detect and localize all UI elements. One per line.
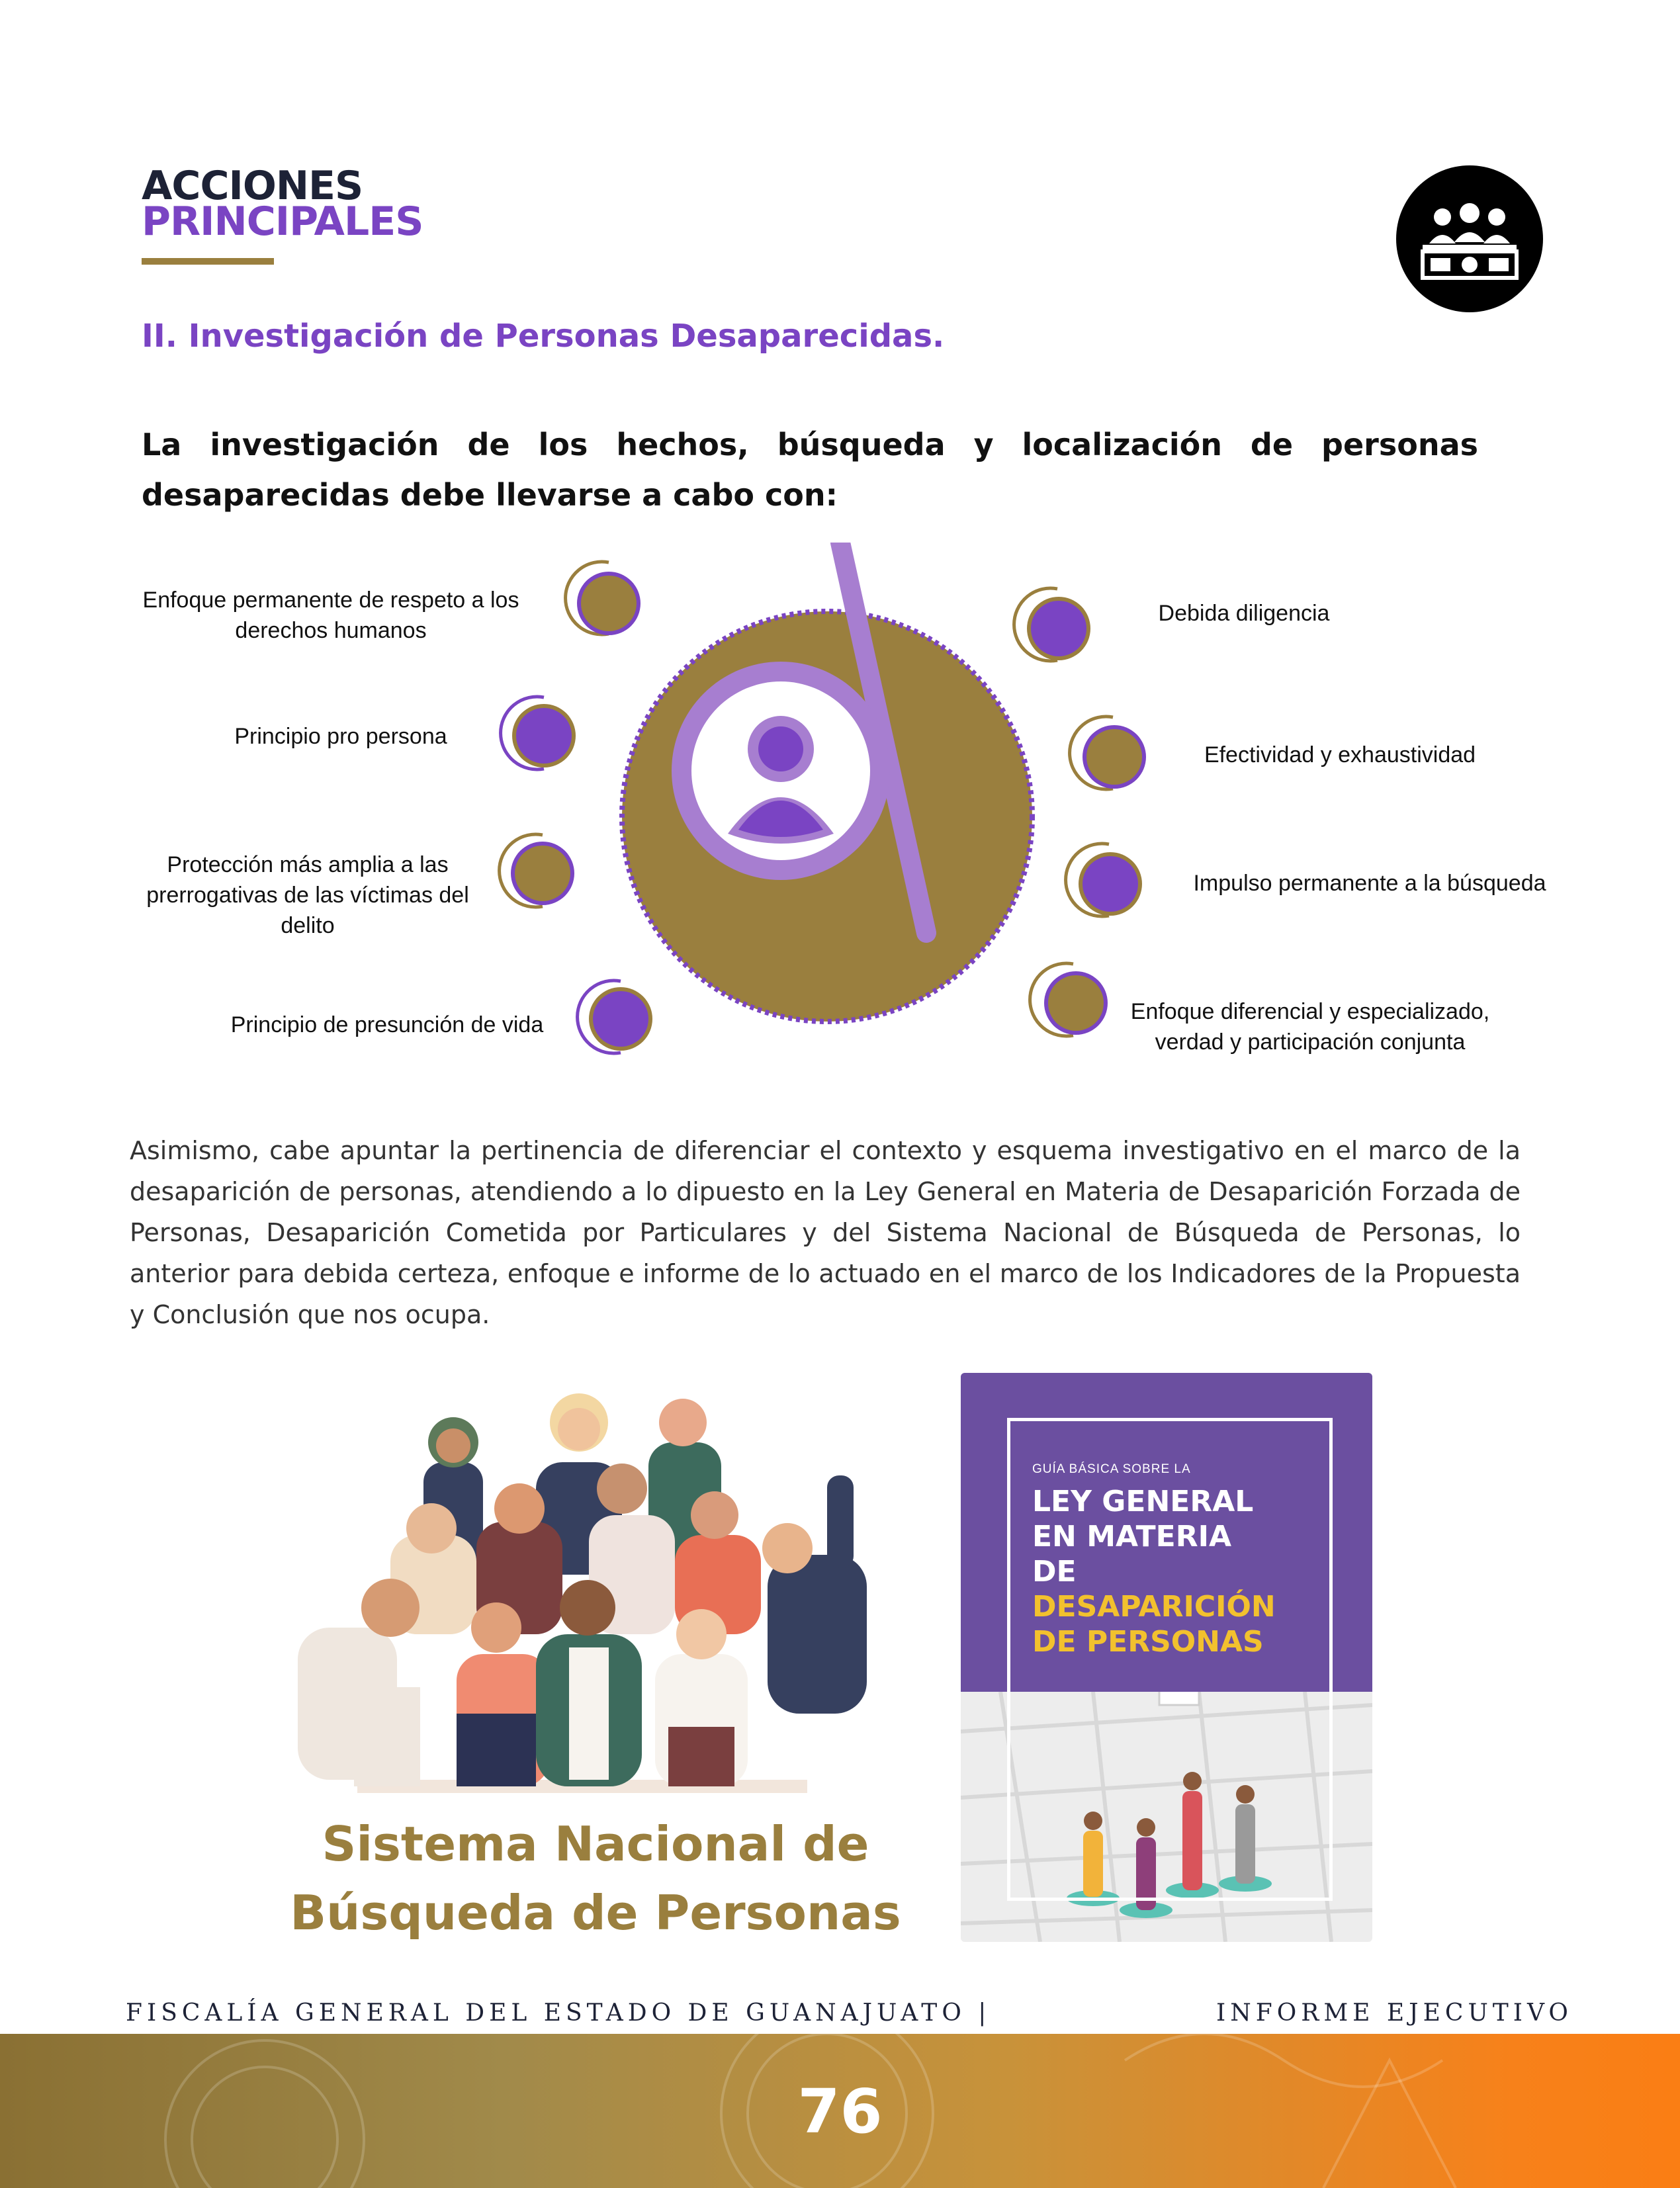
guide-cover bbox=[961, 1373, 1372, 1942]
heading-underline bbox=[142, 258, 274, 265]
cover-title-line1: LEY GENERAL bbox=[1032, 1485, 1254, 1518]
cover-title-line3: DE bbox=[1032, 1555, 1077, 1589]
cover-title-line5: DE PERSONAS bbox=[1032, 1625, 1264, 1659]
marker-right-4 bbox=[1030, 963, 1108, 1036]
intro-paragraph: La investigación de los hechos, búsqueda y localización de personas desaparecidas debe llevarse a cabo con: bbox=[142, 427, 1478, 513]
principle-right-2: Efectividad y exhaustividad bbox=[1204, 742, 1476, 767]
people-group-illustration bbox=[278, 1383, 893, 1800]
cover-subtitle: GUÍA BÁSICA SOBRE LA bbox=[1032, 1462, 1191, 1476]
heading-acciones: ACCIONES bbox=[142, 163, 363, 209]
principle-left-4: Principio de presunción de vida bbox=[230, 1012, 544, 1037]
cover-title bbox=[1032, 1484, 1276, 1659]
sns-caption-line1: Sistema Nacional de bbox=[322, 1816, 869, 1872]
marker-left-4 bbox=[578, 981, 652, 1053]
principle-left-3: Protección más amplia a las prerrogativas de las víctimas del delito bbox=[146, 852, 469, 938]
body-paragraph: Asimismo, cabe apuntar la pertinencia de diferenciar el contexto y esquema investigativo en el marco de la desaparición de personas, atendiendo a lo dipuesto en la Ley General en Materia de Desaparición Forzada de Personas, Desaparición Cometida por Particulares y del Sistema Nacional de Búsqueda de Personas, lo anterior para debida certeza, enfoque e informe de lo actuado en el marco de los Indicadores de la Propuesta y Conclusión que nos ocupa. bbox=[130, 1136, 1521, 1329]
marker-right-2 bbox=[1070, 717, 1146, 789]
principle-right-4: Enfoque diferencial y especializado, verdad y participación conjunta bbox=[1130, 999, 1490, 1055]
cover-title-line4: DESAPARICIÓN bbox=[1032, 1590, 1276, 1624]
marker-right-3 bbox=[1066, 844, 1142, 916]
tribunal-icon bbox=[1396, 165, 1543, 312]
principle-right-3: Impulso permanente a la búsqueda bbox=[1193, 871, 1546, 896]
marker-left-3 bbox=[500, 834, 574, 907]
sns-caption bbox=[278, 1810, 913, 1947]
principle-right-1: Debida diligencia bbox=[1158, 601, 1330, 626]
marker-left-1 bbox=[566, 562, 641, 635]
footer-report-title: INFORME EJECUTIVO bbox=[1216, 1999, 1573, 2027]
page-number: 76 bbox=[797, 2076, 883, 2147]
cover-title-line2: EN MATERIA bbox=[1032, 1520, 1231, 1553]
marker-left-2 bbox=[501, 697, 576, 769]
heading-principales: PRINCIPALES bbox=[142, 198, 423, 245]
sns-caption-line2: Búsqueda de Personas bbox=[290, 1885, 901, 1941]
footer-institution: FISCALÍA GENERAL DEL ESTADO DE GUANAJUATO | bbox=[126, 1999, 991, 2027]
principle-left-1: Enfoque permanente de respeto a los derechos humanos bbox=[142, 588, 519, 643]
section-title: II. Investigación de Personas Desaparecidas. bbox=[142, 318, 945, 355]
principle-left-2: Principio pro persona bbox=[234, 724, 447, 749]
marker-right-1 bbox=[1014, 588, 1090, 661]
principles-diagram bbox=[0, 543, 1680, 1085]
